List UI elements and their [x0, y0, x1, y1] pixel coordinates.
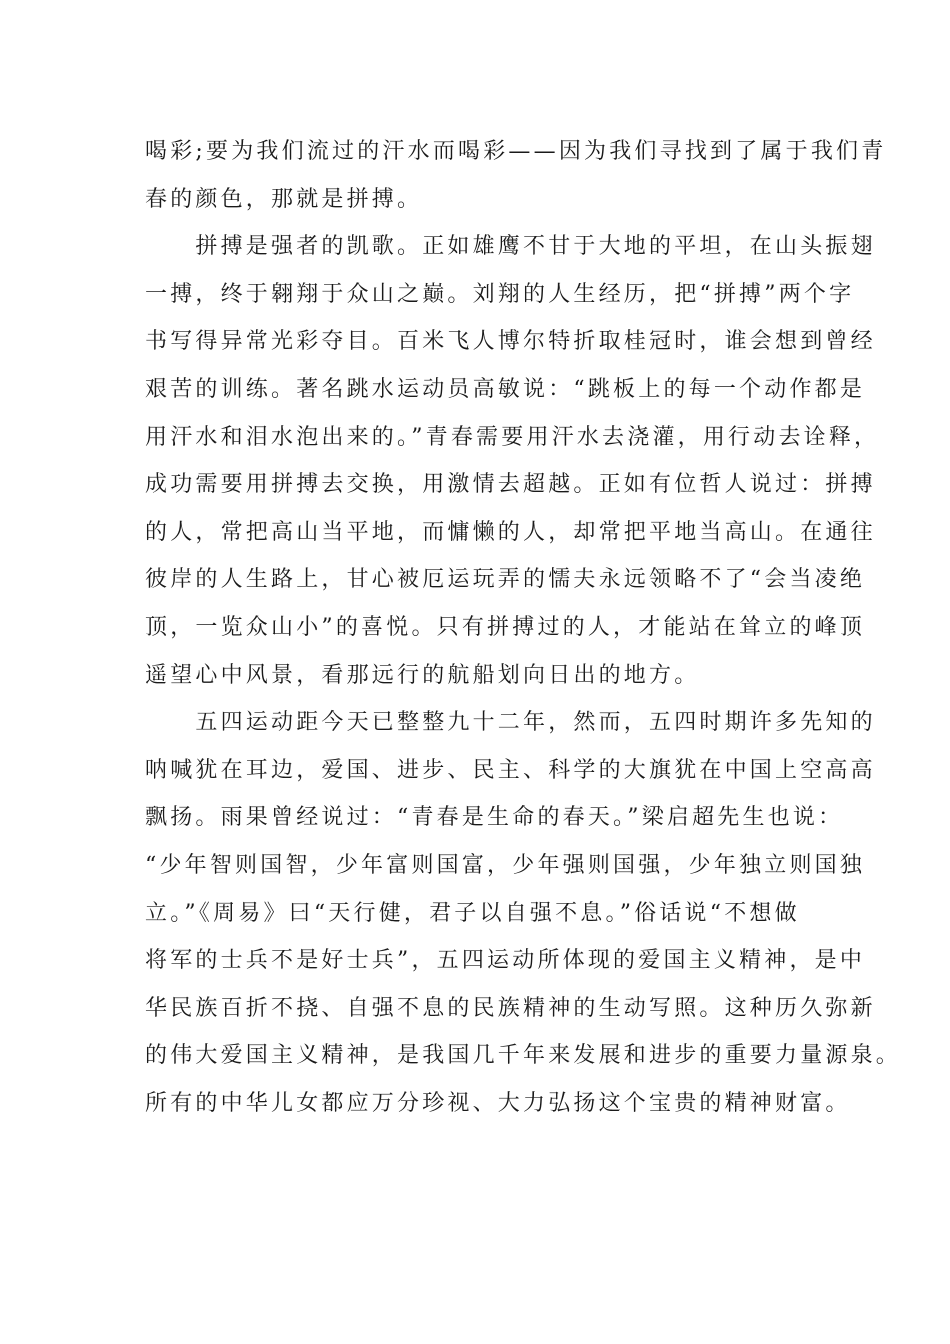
- text-line: 拼搏是强者的凯歌。正如雄鹰不甘于大地的平坦，在山头振翅: [145, 234, 876, 260]
- text-line: 飘扬。雨果曾经说过：“青春是生命的春天。”梁启超先生也说：: [145, 805, 844, 831]
- text-line: 彼岸的人生路上，甘心被厄运玩弄的懦夫永远领略不了“会当凌绝: [145, 567, 866, 593]
- document-body: [145, 128, 902, 1127]
- text-line: 的伟大爱国主义精神，是我国几千年来发展和进步的重要力量源泉。: [145, 1043, 902, 1069]
- text-line: 书写得异常光彩夺目。百米飞人博尔特折取桂冠时，谁会想到曾经: [145, 329, 876, 355]
- paragraph-1: [145, 128, 887, 223]
- text-line: 艰苦的训练。著名跳水运动员高敏说：“跳板上的每一个动作都是: [145, 376, 866, 402]
- paragraph-3: [145, 699, 902, 1127]
- text-line: 春的颜色，那就是拼搏。: [145, 186, 423, 212]
- text-line: 成功需要用拼搏去交换，用激情去超越。正如有位哲人说过：拼搏: [145, 472, 876, 498]
- text-line: 所有的中华儿女都应万分珍视、大力弘扬这个宝贵的精神财富。: [145, 1090, 851, 1116]
- text-line: 将军的士兵不是好士兵”，五四运动所体现的爱国主义精神，是中: [145, 948, 866, 974]
- text-line: 一搏，终于翱翔于众山之巅。刘翔的人生经历，把“拼搏”两个字: [145, 281, 855, 307]
- text-line: 的人，常把高山当平地，而慵懒的人，却常把平地当高山。在通往: [145, 519, 876, 545]
- text-line: 华民族百折不挠、自强不息的民族精神的生动写照。这种历久弥新: [145, 995, 876, 1021]
- text-line: 喝彩;要为我们流过的汗水而喝彩——因为我们寻找到了属于我们青: [145, 139, 887, 164]
- text-line: 用汗水和泪水泡出来的。”青春需要用汗水去浇灌，用行动去诠释，: [145, 424, 880, 450]
- text-line: “少年智则国智，少年富则国富，少年强则国强，少年独立则国独: [145, 852, 866, 878]
- text-line: 立。”《周易》曰“天行健，君子以自强不息。”俗话说“不想做: [145, 900, 800, 926]
- text-line: 遥望心中风景，看那远行的航船划向日出的地方。: [145, 662, 700, 688]
- text-line: 顶，一览众山小”的喜悦。只有拼搏过的人，才能站在耸立的峰顶: [145, 614, 866, 640]
- text-line: 呐喊犹在耳边，爱国、进步、民主、科学的大旗犹在中国上空高高: [145, 757, 876, 783]
- text-line: 五四运动距今天已整整九十二年，然而，五四时期许多先知的: [145, 710, 876, 736]
- paragraph-2: [145, 223, 880, 699]
